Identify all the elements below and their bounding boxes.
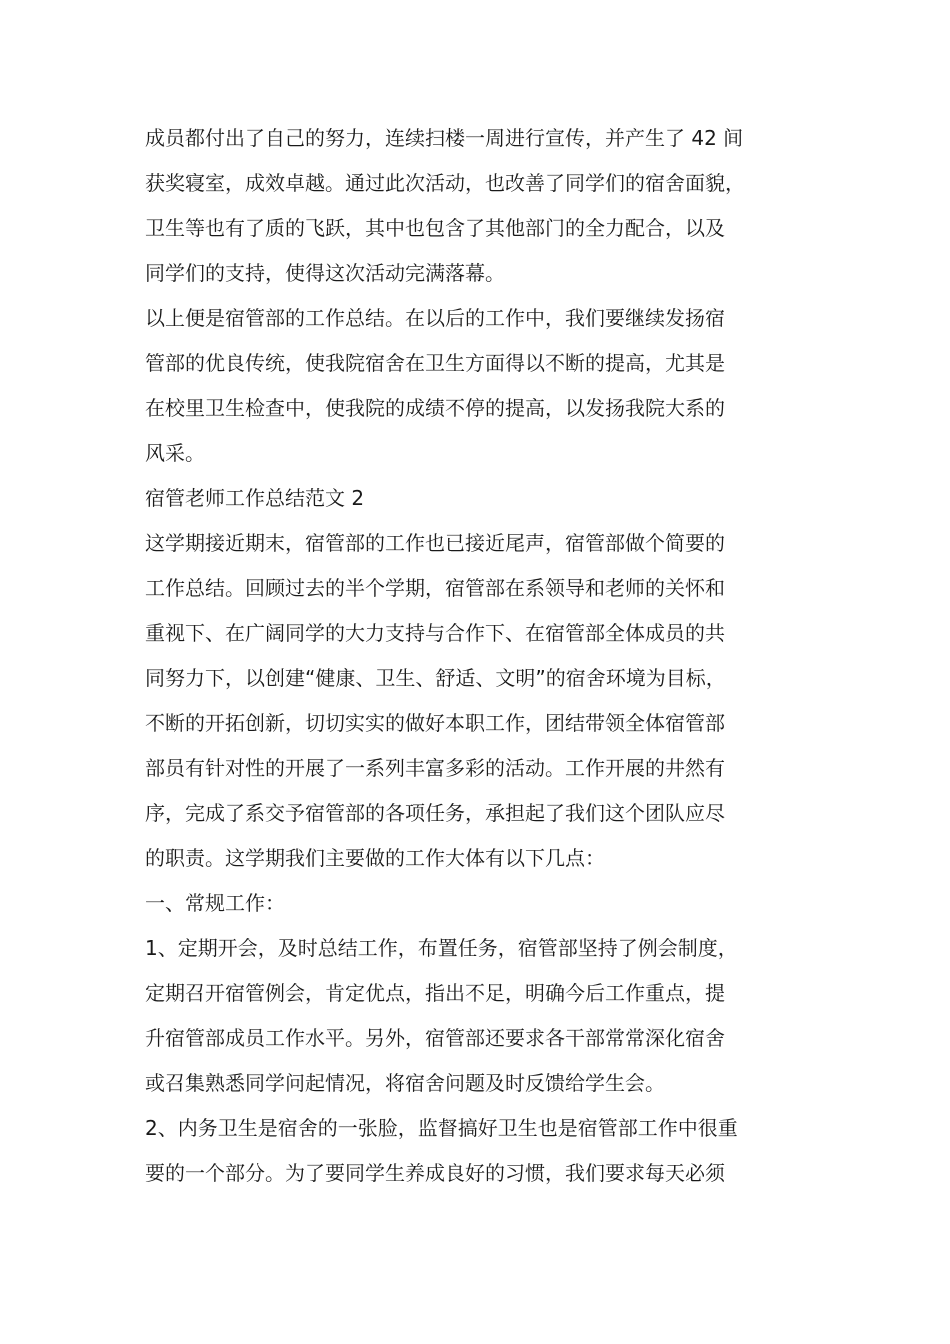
- text-line: 2、内务卫生是宿舍的一张脸，监督搞好卫生也是宿管部工作中很重: [145, 1116, 738, 1140]
- text-line: 以上便是宿管部的工作总结。在以后的工作中，我们要继续发扬宿: [145, 306, 725, 330]
- text-line: 在校里卫生检查中，使我院的成绩不停的提高，以发扬我院大系的: [145, 396, 725, 420]
- text-line: 获奖寝室，成效卓越。通过此次活动，也改善了同学们的宿舍面貌，: [145, 171, 745, 195]
- text-line: 管部的优良传统，使我院宿舍在卫生方面得以不断的提高，尤其是: [145, 351, 725, 375]
- text-line: 升宿管部成员工作水平。另外，宿管部还要求各干部常常深化宿舍: [145, 1026, 725, 1050]
- subheading-routine-work: [145, 881, 813, 926]
- text-line: 成员都付出了自己的努力，连续扫楼一周进行宣传，并产生了 42 间: [145, 126, 744, 150]
- text-line: 这学期接近期末，宿管部的工作也已接近尾声，宿管部做个简要的: [145, 531, 725, 555]
- text-line: 1、定期开会，及时总结工作，布置任务，宿管部坚持了例会制度，: [145, 936, 738, 960]
- text-line: 风采。: [145, 441, 205, 465]
- text-line: 的职责。这学期我们主要做的工作大体有以下几点：: [145, 846, 605, 870]
- text-line: 同努力下，以创建“健康、卫生、舒适、文明”的宿舍环境为目标，: [145, 666, 726, 690]
- text-line: 要的一个部分。为了要同学生养成良好的习惯，我们要求每天必须: [145, 1161, 725, 1185]
- text-line: 重视下、在广阔同学的大力支持与合作下、在宿管部全体成员的共: [145, 621, 725, 645]
- text-line: 序，完成了系交予宿管部的各项任务，承担起了我们这个团队应尽: [145, 801, 725, 825]
- section-heading: [145, 476, 813, 521]
- paragraph-summary-conclusion: [145, 296, 813, 476]
- paragraph-item-1: [145, 926, 813, 1106]
- paragraph-semester-overview: [145, 521, 813, 881]
- subheading-text: 一、常规工作：: [145, 891, 285, 915]
- document-body: [145, 116, 813, 1196]
- heading-text: 宿管老师工作总结范文 2: [145, 486, 365, 510]
- text-line: 工作总结。回顾过去的半个学期，宿管部在系领导和老师的关怀和: [145, 576, 725, 600]
- text-line: 定期召开宿管例会，肯定优点，指出不足，明确今后工作重点，提: [145, 981, 725, 1005]
- paragraph-item-2: [145, 1106, 813, 1196]
- text-line: 不断的开拓创新，切切实实的做好本职工作，团结带领全体宿管部: [145, 711, 725, 735]
- text-line: 同学们的支持，使得这次活动完满落幕。: [145, 261, 505, 285]
- paragraph-activity-result: [145, 116, 813, 296]
- text-line: 卫生等也有了质的飞跃，其中也包含了其他部门的全力配合，以及: [145, 216, 725, 240]
- text-line: 或召集熟悉同学问起情况，将宿舍问题及时反馈给学生会。: [145, 1071, 665, 1095]
- text-line: 部员有针对性的开展了一系列丰富多彩的活动。工作开展的井然有: [145, 756, 725, 780]
